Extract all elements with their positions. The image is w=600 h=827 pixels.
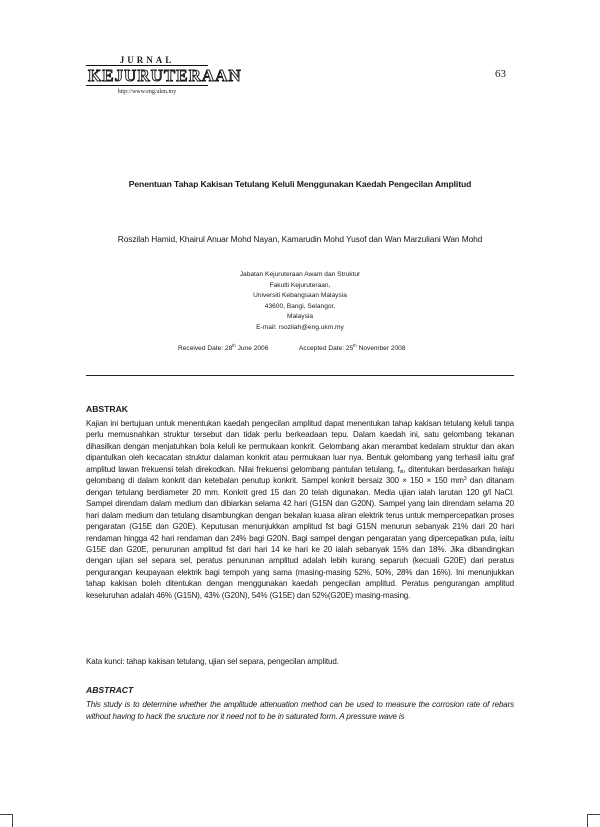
author-affiliation <box>150 270 450 334</box>
abstrak-heading: ABSTRAK <box>86 404 129 414</box>
paper-authors: Roszilah Hamid, Khairul Anuar Mohd Nayan, Kamarudin Mohd Yusof dan Wan Marzuliani Wan Mohd <box>117 234 483 244</box>
accepted-date-month-year: November 2008 <box>356 345 406 352</box>
affiliation-line: Malaysia <box>286 313 314 321</box>
affiliation-line: Fakulti Kejuruteraan, <box>269 281 331 289</box>
affiliation-line: Jabatan Kejuruteraan Awam dan Struktur <box>239 271 361 278</box>
received-date-suffix-ordinal: th <box>232 343 236 348</box>
abstrak-keywords: Kata kunci: tahap kakisan tetulang, ujian sel separa, pengecilan amplitud. <box>86 657 339 666</box>
abstrak-text-part-3: dan ditanam dengan tetulang berdiameter 20 mm. Konkrit gred 15 dan 20 telah digunakan. Media ujian ialah larutan 120 g/l NaCl. Sampel direndam dalam medium dan dibiarkan selama 42 hari (G15N dan G20N). Sampel yang lain direndam selama 20 hari dalam medium dan tetulang disambungkan dengan bekalan kuasa aliran elektrik terus untuk mempercepatkan proses pengaratan (G15E dan G20E). Keputusan menunjukkan amplitud fst bagi G15N menurun sebanyak 21% dari 20 hari rendaman hingga 42 hari rendaman dan 24% bagi G20N. Bagi sampel dengan pengaratan yang dipercepatkan pula, iaitu G15E dan G20E, penurunan amplitud fst dari hari 14 ke hari ke 20 ialah sebanyak 15% dan 18%. Jika dibandingkan dengan ujian sel separa sel, peratus penurunan amplitud adalah lebih kurang separuh (kecuali G20E) dari peratus pengurangan keupayaan elektrik bagi tempoh yang sama (masing-masing 52%, 50%, 28% dan 16%). Ini menunjukkan tahap kakisan boleh ditentukan dengan menggunakan kaedah pengecilan amplitud. Peratus pengurangan amplitud keseluruhan adalah 46% (G15N), 43% (G20N), 54% (G15E) dan 52%(G20E) masing-masing. <box>86 476 514 600</box>
accepted-date <box>299 343 406 352</box>
journal-logo-small-text: JURNAL <box>119 55 175 65</box>
journal-logo <box>86 55 242 95</box>
accepted-date-suffix-ordinal: th <box>353 343 357 348</box>
affiliation-email: E-mail: rsozilah@eng.ukm.my <box>256 323 344 331</box>
abstrak-text-part-2: , ditentukan berdasarkan halaju gelombang di dalam konkrit dan ketebalan penutup konkrit. Sampel konkrit bersaiz 300 × 150 × 150 mm <box>86 464 514 486</box>
abstract-body: This study is to determine whether the amplitude attenuation method can be used to measure the corrosion rate of rebars without having to hack the sructure nor it need not to be in saturated form. A pressure wave is <box>86 700 514 721</box>
abstrak-superscript: 3 <box>463 476 467 483</box>
crop-mark-bottom-right <box>587 814 600 827</box>
page-number: 63 <box>495 68 506 80</box>
accepted-date-prefix: Accepted Date: 25 <box>299 345 354 352</box>
abstrak-body <box>86 418 514 601</box>
abstract-heading: ABSTRACT <box>86 685 134 695</box>
affiliation-line: 43600, Bangi, Selangor, <box>264 302 336 310</box>
paper-title: Penentuan Tahap Kakisan Tetulang Keluli Menggunakan Kaedah Pengecilan Amplitud <box>128 179 472 189</box>
affiliation-line: Universiti Kebangsaan Malaysia <box>253 292 347 300</box>
journal-logo-name: KEJURUTERAAN <box>88 66 242 85</box>
crop-mark-bottom-left <box>0 814 13 827</box>
received-date-month-year: June 2006 <box>235 345 269 352</box>
header-divider <box>86 375 514 376</box>
journal-url: http://www.eng.ukm.my <box>117 89 177 95</box>
received-date <box>178 343 268 352</box>
abstrak-text-part-1: Kajian ini bertujuan untuk menentukan kaedah pengecilan amplitud dapat menentukan tahap kakisan tetulang keluli tanpa perlu memusnahkan struktur tersebut dan tidak perlu berkeadaan tepu. Dalam kaedah ini, satu gelombang tekanan dihasilkan dengan menjatuhkan bola keluli ke permukaan konkrit. Gelombang akan merambat kedalam struktur dan akan dipantulkan oleh kecacatan struktur dalaman konkrit atau permukaan luar nya. Bentuk gelombang yang terhasil iaitu graf amplitud lawan frekuensi telah direkodkan. Nilai frekuensi gelombang pantulan tetulang, f <box>86 419 514 474</box>
received-date-prefix: Received Date: 28 <box>178 345 233 352</box>
abstrak-subscript: st <box>399 468 404 475</box>
